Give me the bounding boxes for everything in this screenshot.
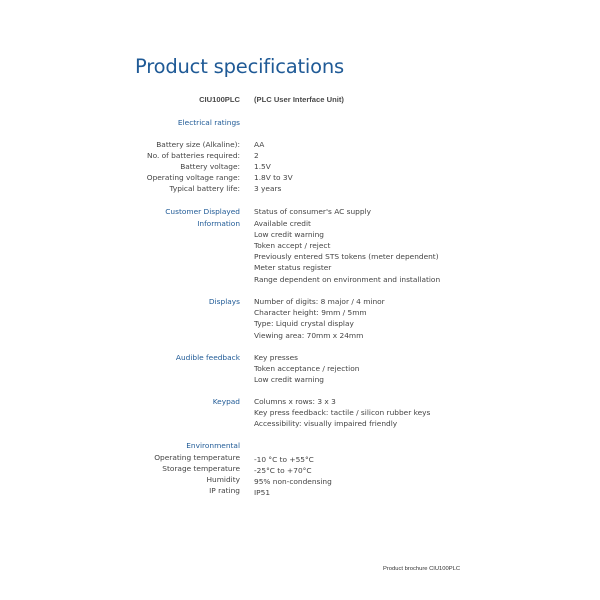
spec-label: Battery size (Alkaline): xyxy=(156,140,240,149)
page-title: Product specifications xyxy=(135,55,344,78)
spec-value: 1.5V xyxy=(254,162,271,171)
spec-value: 95% non-condensing xyxy=(254,477,332,486)
list-item: Token accept / reject xyxy=(254,241,331,250)
footer-text: Product brochure CIU100PLC xyxy=(383,566,461,572)
list-item: Type: Liquid crystal display xyxy=(254,319,354,328)
spec-label: No. of batteries required: xyxy=(147,151,240,160)
list-item: Previously entered STS tokens (meter dependent) xyxy=(254,252,439,261)
list-item: Status of consumer's AC supply xyxy=(254,207,371,216)
spec-value: AA xyxy=(254,140,265,149)
customer-info-heading-line1: Customer Displayed xyxy=(165,207,240,216)
list-item: Meter status register xyxy=(254,263,332,272)
spec-value: -25°C to +70°C xyxy=(254,466,312,475)
keypad-heading: Keypad xyxy=(212,397,240,406)
spec-label: IP rating xyxy=(209,486,240,495)
list-item: Token acceptance / rejection xyxy=(254,364,360,373)
spec-label: Battery voltage: xyxy=(180,162,240,171)
list-item: Available credit xyxy=(254,219,311,228)
spec-value: 1.8V to 3V xyxy=(254,173,293,182)
spec-label: Typical battery life: xyxy=(169,184,240,193)
list-item: Range dependent on environment and installation xyxy=(254,275,441,284)
customer-info-heading-line2: Information xyxy=(197,219,240,228)
spec-value: 3 years xyxy=(254,184,282,193)
list-item: Viewing area: 70mm x 24mm xyxy=(254,331,364,340)
model-name: (PLC User Interface Unit) xyxy=(254,95,344,104)
spec-label: Operating temperature xyxy=(154,453,240,462)
spec-label: Storage temperature xyxy=(162,464,240,473)
list-item: Character height: 9mm / 5mm xyxy=(254,308,367,317)
model-code: CIU100PLC xyxy=(199,95,240,104)
list-item: Number of digits: 8 major / 4 minor xyxy=(254,297,385,306)
electrical-ratings-heading: Electrical ratings xyxy=(177,118,240,127)
audible-feedback-heading: Audible feedback xyxy=(175,353,240,362)
spec-value: IP51 xyxy=(254,488,271,497)
list-item: Columns x rows: 3 x 3 xyxy=(254,397,336,406)
list-item: Accessibility: visually impaired friendly xyxy=(254,419,398,428)
list-item: Low credit warning xyxy=(254,230,324,239)
list-item: Key press feedback: tactile / silicon rubber keys xyxy=(254,408,431,417)
list-item: Key presses xyxy=(254,353,298,362)
spec-value: -10 °C to +55°C xyxy=(254,455,314,464)
list-item: Low credit warning xyxy=(254,375,324,384)
environmental-heading: Environmental xyxy=(186,441,240,450)
spec-value: 2 xyxy=(254,151,259,160)
displays-heading: Displays xyxy=(208,297,240,306)
spec-label: Operating voltage range: xyxy=(146,173,240,182)
spec-label: Humidity xyxy=(206,475,240,484)
